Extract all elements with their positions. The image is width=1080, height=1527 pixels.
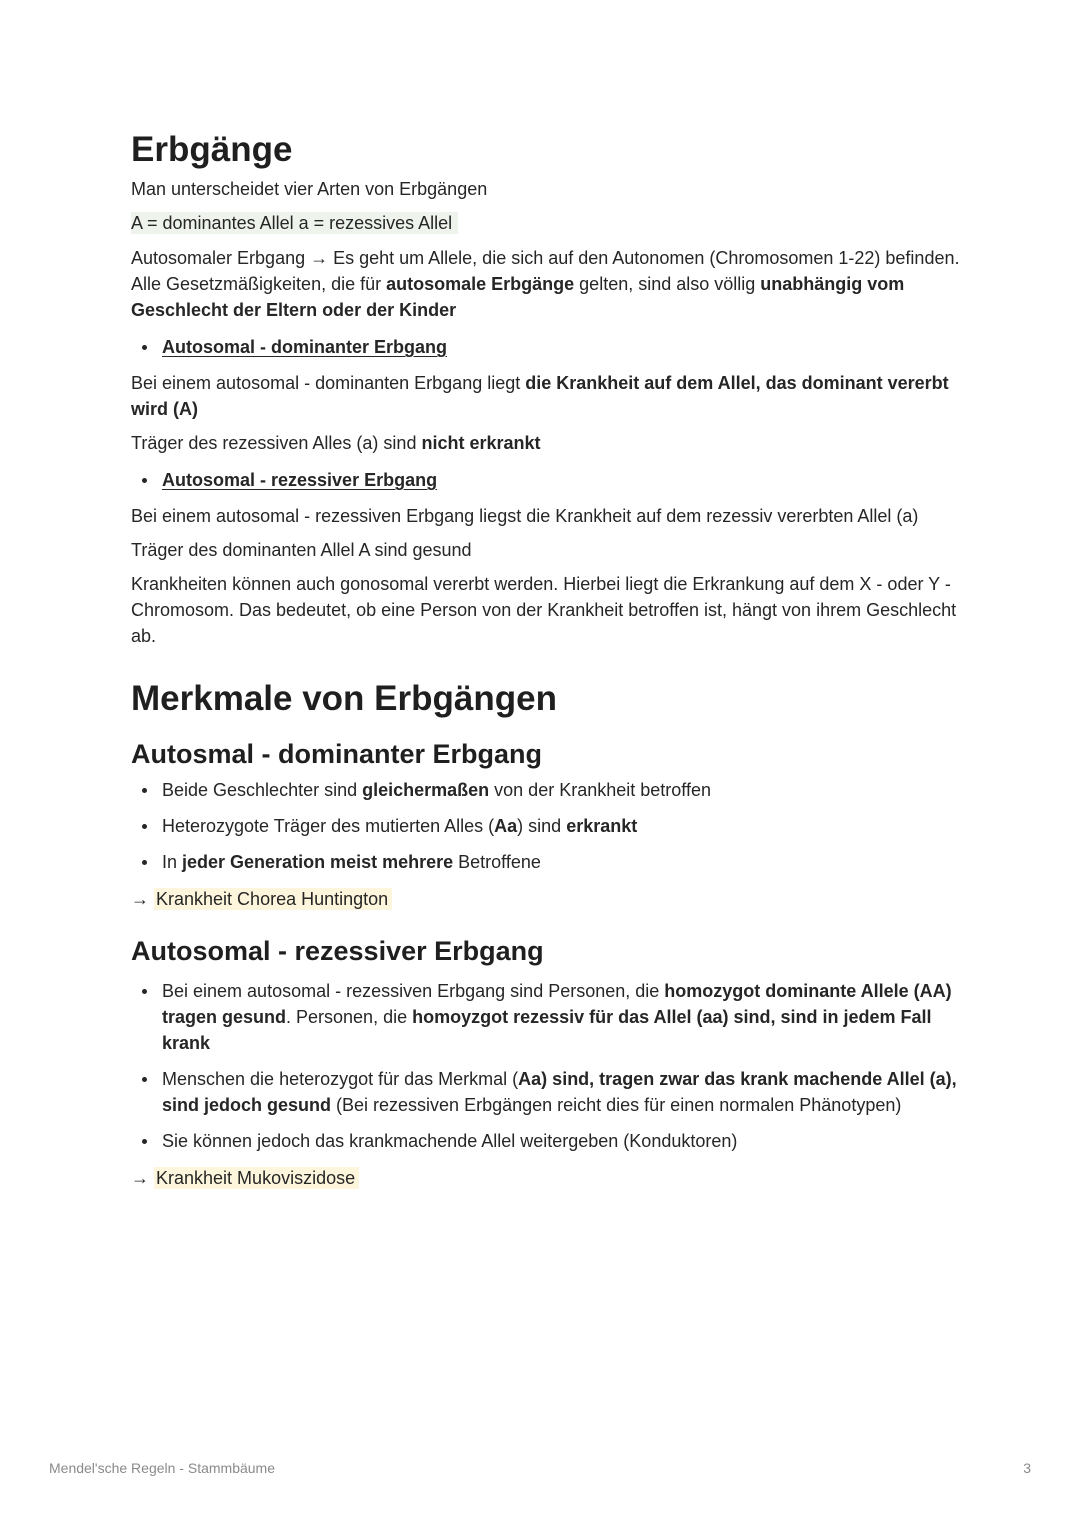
recessive-example	[131, 1165, 961, 1191]
autosomal-paragraph: Autosomaler Erbgang → Es geht um Allele, die sich auf den Autonomen (Chromosomen 1-22) befinden. Alle Gesetzmäßigkeiten, die für autosomale Erbgänge gelten, sind also völlig unabhängig vom Geschlecht der Eltern oder der Kinder	[131, 248, 960, 320]
bullet-dominant-label: Autosomal - dominanter Erbgang	[162, 337, 448, 357]
list-item	[131, 334, 961, 360]
recessive-paragraph: Bei einem autosomal - rezessiven Erbgang liegst die Krankheit auf dem rezessiv vererbten Allel (a)	[131, 506, 919, 526]
list-item: Menschen die heterozygot für das Merkmal (Aa) sind, tragen zwar das krank machende Allel (a), sind jedoch gesund (Bei rezessiven Erbgängen reicht dies für einen normalen Phänotypen)	[131, 1066, 961, 1118]
dominant-carrier-text: Träger des rezessiven Alles (a) sind nicht erkrankt	[131, 433, 541, 453]
list-item	[131, 467, 961, 493]
document-page	[131, 128, 961, 1191]
arrow-icon: →	[131, 889, 149, 909]
section-title-erbgaenge: Erbgänge	[131, 130, 293, 169]
list-item: Bei einem autosomal - rezessiven Erbgang sind Personen, die homozygot dominante Allele (AA) tragen gesund. Personen, die homoyzgot rezessiv für das Allel (aa) sind, sind in jedem Fall krank	[131, 978, 961, 1056]
list-item: Heterozygote Träger des mutierten Alles (Aa) sind erkrankt	[131, 813, 961, 839]
recessive-carrier-text: Träger des dominanten Allel A sind gesund	[131, 540, 472, 560]
intro-text: Man unterscheidet vier Arten von Erbgängen	[131, 179, 488, 199]
arrow-icon: →	[131, 1168, 149, 1188]
footer-document-title: Mendel'sche Regeln - Stammbäume	[49, 1460, 276, 1476]
footer-page-number: 3	[1023, 1460, 1031, 1476]
bullet-list-recessive	[131, 467, 961, 493]
dominant-feature-list	[131, 777, 961, 875]
bullet-recessive-label: Autosomal - rezessiver Erbgang	[162, 470, 438, 490]
dominant-example	[131, 886, 961, 912]
allele-definition	[131, 210, 961, 236]
gonosomal-paragraph: Krankheiten können auch gonosomal vererbt werden. Hierbei liegt die Erkrankung auf dem X - oder Y - Chromosom. Das bedeutet, ob eine Person von der Krankheit betroffen ist, hängt von ihrem Geschlecht ab.	[131, 574, 957, 646]
bullet-list-dominant	[131, 334, 961, 360]
recessive-feature-list	[131, 978, 961, 1154]
recessive-example-highlight: Krankheit Mukoviszidose	[154, 1167, 359, 1189]
dominant-paragraph: Bei einem autosomal - dominanten Erbgang liegt die Krankheit auf dem Allel, das dominant vererbt wird (A)	[131, 373, 949, 419]
list-item: In jeder Generation meist mehrere Betroffene	[131, 849, 961, 875]
allele-definition-highlight: A = dominantes Allel a = rezessives Allel	[131, 212, 458, 234]
subsection-title-recessive: Autosomal - rezessiver Erbgang	[131, 936, 544, 966]
list-item: Beide Geschlechter sind gleichermaßen von der Krankheit betroffen	[131, 777, 961, 803]
section-title-merkmale: Merkmale von Erbgängen	[131, 679, 557, 718]
dominant-example-highlight: Krankheit Chorea Huntington	[154, 888, 392, 910]
subsection-title-dominant: Autosmal - dominanter Erbgang	[131, 739, 543, 769]
list-item: Sie können jedoch das krankmachende Allel weitergeben (Konduktoren)	[131, 1128, 961, 1154]
